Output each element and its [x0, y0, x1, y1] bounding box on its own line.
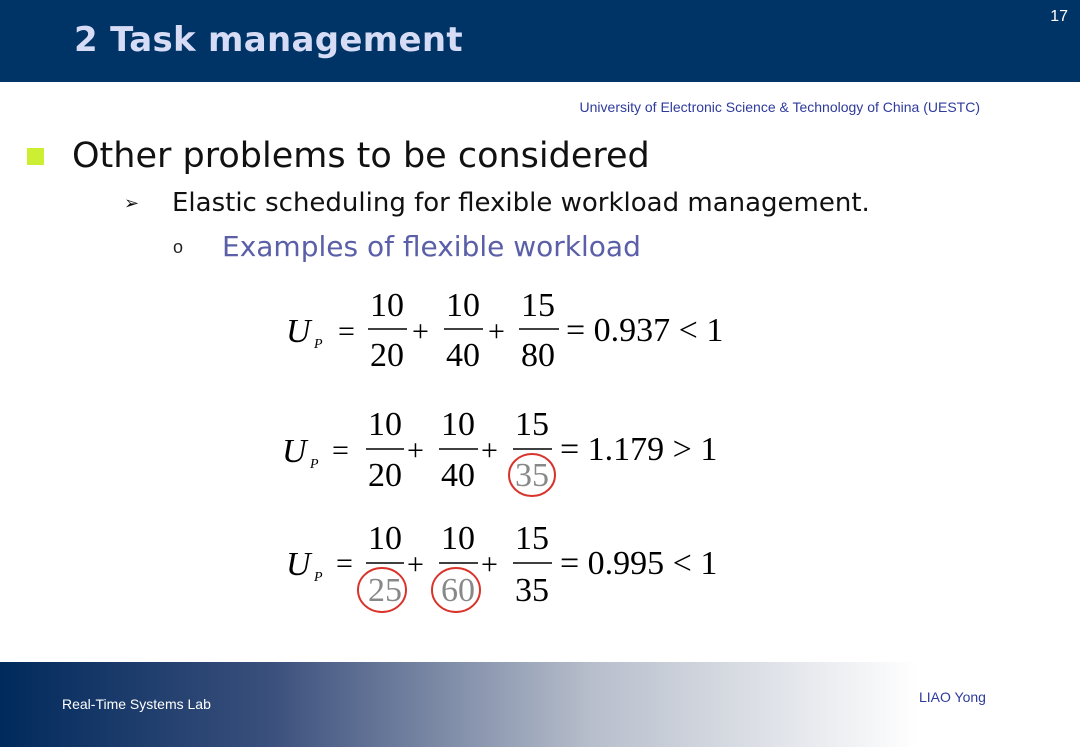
eq2-sub: P	[310, 457, 319, 472]
footer-author: LIAO Yong	[919, 689, 986, 705]
eq3-den3: 35	[515, 572, 549, 609]
eq1-num1: 10	[370, 287, 404, 324]
svg-text:+: +	[481, 434, 498, 467]
eq3-num3: 15	[515, 520, 549, 557]
eq3-num1: 10	[368, 520, 402, 557]
svg-text:+: +	[488, 315, 505, 348]
circle-bullet-icon: o	[173, 237, 184, 257]
equations-figure	[270, 278, 750, 618]
square-bullet-icon	[27, 148, 44, 165]
eq2-den1: 20	[368, 457, 402, 494]
slide-title: 2 Task management	[74, 20, 463, 60]
eq2-den2: 40	[441, 457, 475, 494]
svg-text:+: +	[412, 315, 429, 348]
eq1-sub: P	[314, 337, 323, 352]
equation-2	[282, 406, 717, 496]
equation-1	[286, 287, 723, 374]
svg-text:+: +	[407, 548, 424, 581]
eq2-num1: 10	[368, 406, 402, 443]
eq1-result: = 0.937 < 1	[566, 312, 724, 349]
footer-lab-name: Real-Time Systems Lab	[62, 696, 211, 712]
svg-text:=: =	[332, 434, 349, 467]
eq1-den2: 40	[446, 337, 480, 374]
bullet-level2: Elastic scheduling for flexible workload management.	[172, 188, 870, 218]
eq2-result: = 1.179 > 1	[560, 431, 718, 468]
svg-text:+: +	[481, 548, 498, 581]
eq3-den1: 25	[368, 572, 402, 609]
eq3-num2: 10	[441, 520, 475, 557]
eq2-num3: 15	[515, 406, 549, 443]
eq1-num3: 15	[521, 287, 555, 324]
eq3-sub: P	[314, 570, 323, 585]
page-number: 17	[1050, 8, 1068, 25]
eq1-den3: 80	[521, 337, 555, 374]
eq1-den1: 20	[370, 337, 404, 374]
arrow-bullet-icon: ➢	[124, 193, 140, 213]
university-label: University of Electronic Science & Technology of China (UESTC)	[579, 99, 980, 115]
eq2-num2: 10	[441, 406, 475, 443]
svg-text:=: =	[336, 547, 353, 580]
eq1-num2: 10	[446, 287, 480, 324]
eq1-lhs: U	[286, 313, 311, 350]
bullet-level1: Other problems to be considered	[72, 136, 650, 176]
svg-text:=: =	[338, 315, 355, 348]
header-bar	[0, 0, 1080, 82]
equation-3	[286, 520, 717, 612]
bullet-level3: Examples of flexible workload	[222, 230, 641, 263]
eq3-result: = 0.995 < 1	[560, 545, 718, 582]
eq2-lhs: U	[282, 433, 307, 470]
eq2-den3: 35	[515, 457, 549, 494]
eq3-den2: 60	[441, 572, 475, 609]
eq3-lhs: U	[286, 546, 311, 583]
svg-text:+: +	[407, 434, 424, 467]
